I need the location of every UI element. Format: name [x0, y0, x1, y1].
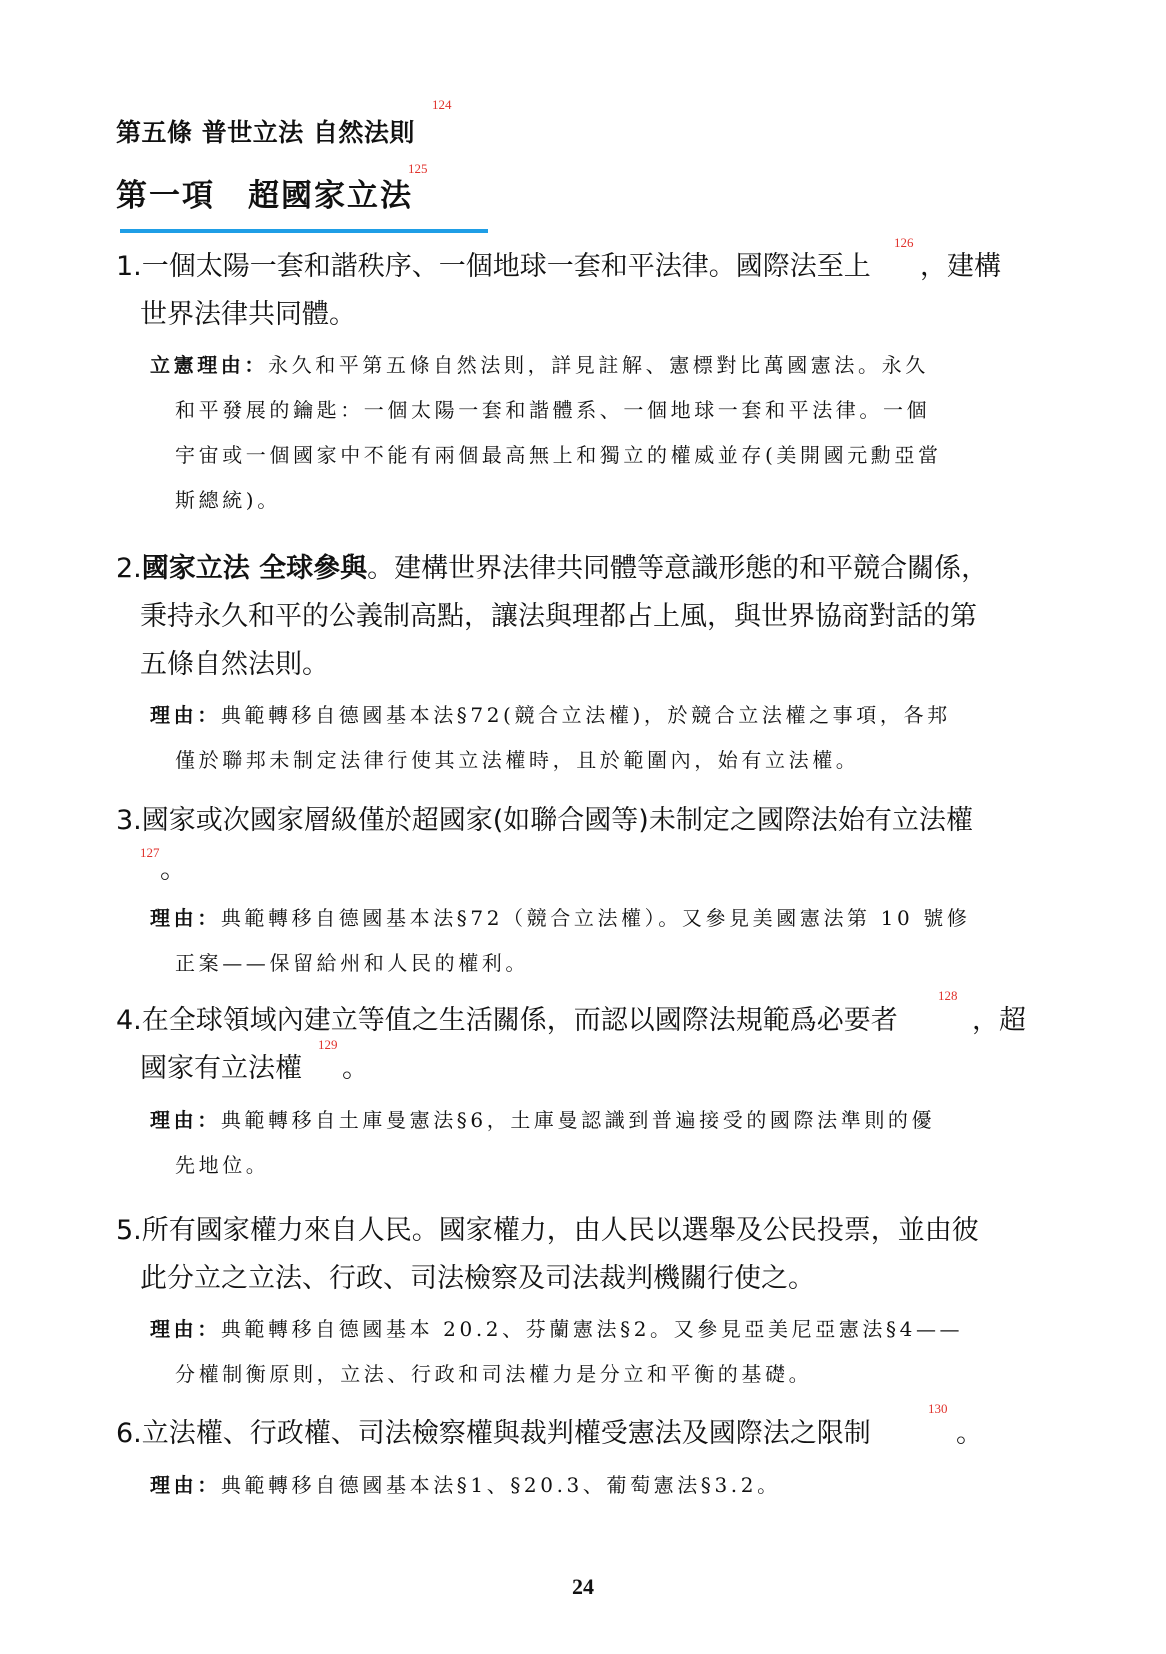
item-4-footnote-ref-2[interactable]: 129	[318, 1037, 338, 1052]
item-4-line-1: 4.在全球領域內建立等值之生活關係，而認以國際法規範爲必要者	[116, 1005, 898, 1036]
item-6-footnote-ref[interactable]: 130	[928, 1401, 948, 1416]
item-3-reason-line-2: 正案——保留給州和人民的權利。	[175, 951, 529, 975]
item-4-reason-line-2: 先地位。	[175, 1153, 270, 1177]
item-2-reason-text: 典範轉移自德國基本法§72(競合立法權)，於競合立法權之事項，各邦	[220, 703, 951, 727]
item-3-line-1: 3.國家或次國家層級僅於超國家(如聯合國等)未制定之國際法始有立法權	[116, 805, 973, 836]
item-4-reason-label: 理由：	[150, 1108, 221, 1132]
item-2-bold-heading: 國家立法 全球參與	[141, 553, 368, 584]
item-2-line-1-text: 。建構世界法律共同體等意識形態的和平競合關係，	[367, 553, 989, 584]
item-6-reason-label: 理由：	[150, 1473, 221, 1497]
item-2-number: 2.	[116, 553, 142, 584]
page-number: 24	[572, 1574, 594, 1599]
item-2-line-2: 秉持永久和平的公義制高點，讓法與理都占上風，與世界協商對話的第	[140, 601, 977, 632]
item-4-line-2: 國家有立法權	[140, 1053, 302, 1084]
item-5-reason-line-2: 分權制衡原則，立法、行政和司法權力是分立和平衡的基礎。	[175, 1362, 813, 1386]
item-2-line-1	[116, 545, 988, 593]
item-3-reason-label: 理由：	[150, 906, 221, 930]
item-5-reason-line-1	[150, 1307, 963, 1352]
item-6-reason-line-1	[150, 1463, 781, 1508]
item-6-line-1: 6.立法權、行政權、司法檢察權與裁判權受憲法及國際法之限制	[116, 1418, 871, 1449]
section-underline	[120, 229, 488, 233]
item-3-reason-text: 典範轉移自德國基本法§72（競合立法權）。又參見美國憲法第 10 號修	[220, 906, 971, 930]
item-3-reason-line-1	[150, 896, 970, 941]
item-6-line-1-tail: 。	[956, 1418, 983, 1449]
item-2-reason-label: 理由：	[150, 703, 221, 727]
item-1-reason-line-1	[150, 343, 929, 388]
article-title: 第五條 普世立法 自然法則	[116, 118, 415, 147]
item-1-footnote-ref[interactable]: 126	[894, 235, 914, 250]
item-1-reason-text: 永久和平第五條自然法則，詳見註解、憲標對比萬國憲法。永久	[268, 353, 929, 377]
section-title: 第一項 超國家立法	[116, 178, 413, 214]
section-footnote-ref[interactable]: 125	[408, 161, 428, 176]
item-1-line-1-tail: ，建構	[920, 251, 1001, 282]
item-2-reason-line-1	[150, 693, 951, 738]
item-3-footnote-ref[interactable]: 127	[140, 845, 160, 860]
item-4-line-2-tail: 。	[342, 1053, 369, 1084]
item-3-line-2: 。	[160, 854, 187, 885]
item-4-line-1-tail: ，超	[972, 1005, 1026, 1036]
item-2-reason-line-2: 僅於聯邦未制定法律行使其立法權時，且於範圍內，始有立法權。	[175, 748, 860, 772]
item-6-reason-text: 典範轉移自德國基本法§1、§20.3、葡萄憲法§3.2。	[220, 1473, 781, 1497]
item-1-line-2: 世界法律共同體。	[140, 299, 356, 330]
item-5-line-1: 5.所有國家權力來自人民。國家權力，由人民以選舉及公民投票，並由彼	[116, 1215, 979, 1246]
item-4-footnote-ref[interactable]: 128	[938, 988, 958, 1003]
item-1-reason-line-3: 宇宙或一個國家中不能有兩個最高無上和獨立的權威並存(美開國元勳亞當	[175, 443, 942, 467]
item-4-reason-text: 典範轉移自土庫曼憲法§6，土庫曼認識到普遍接受的國際法準則的優	[220, 1108, 936, 1132]
item-4-reason-line-1	[150, 1098, 935, 1143]
item-1-reason-line-4: 斯總統)。	[175, 488, 281, 512]
item-1-reason-label: 立憲理由：	[150, 353, 268, 377]
item-5-line-2: 此分立之立法、行政、司法檢察及司法裁判機關行使之。	[140, 1263, 815, 1294]
item-5-reason-label: 理由：	[150, 1317, 221, 1341]
item-5-reason-text: 典範轉移自德國基本 20.2、芬蘭憲法§2。又參見亞美尼亞憲法§4——	[220, 1317, 964, 1341]
item-1-line-1: 1.一個太陽一套和諧秩序、一個地球一套和平法律。國際法至上	[116, 251, 871, 282]
item-1-reason-line-2: 和平發展的鑰匙：一個太陽一套和諧體系、一個地球一套和平法律。一個	[175, 398, 931, 422]
article-footnote-ref[interactable]: 124	[432, 97, 452, 112]
item-2-line-3: 五條自然法則。	[140, 649, 329, 680]
